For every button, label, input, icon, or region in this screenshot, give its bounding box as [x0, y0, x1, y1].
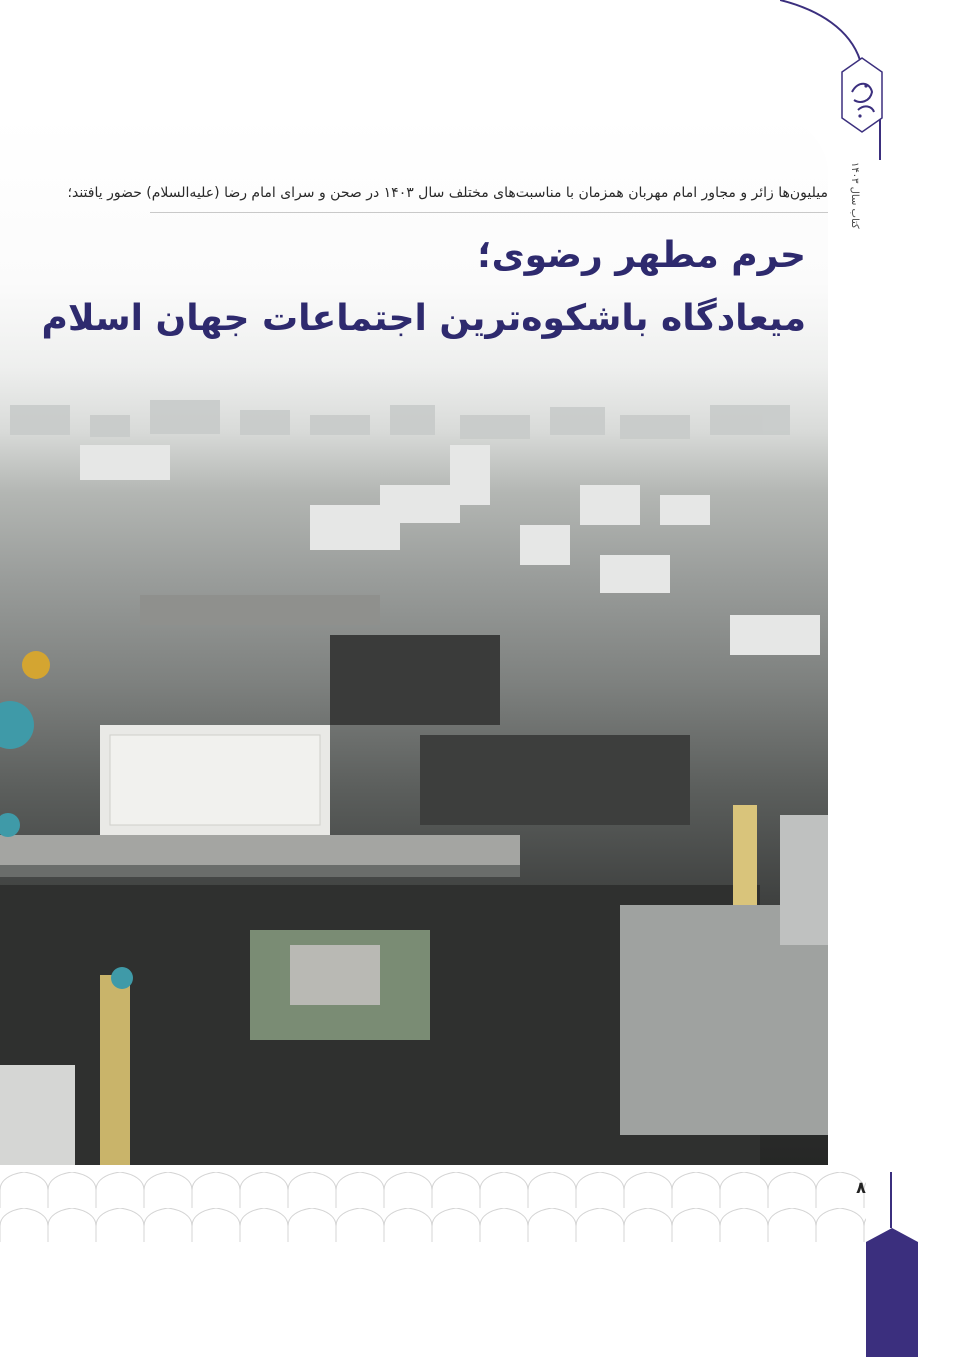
content-panel: [0, 115, 828, 1165]
subtitle-divider: [150, 212, 828, 213]
arch-pattern-icon: [0, 1172, 866, 1242]
page-title-line-2: میعادگاه باشکوه‌ترین اجتماعات جهان اسلام: [41, 298, 806, 339]
book-label: کتاب سال ۱۴۰۳: [849, 161, 860, 229]
side-line: [890, 1172, 892, 1228]
page-subtitle: میلیون‌ها زائر و مجاور امام مهربان همزمان با مناسبت‌های مختلف سال ۱۴۰۳ در صحن و سرای امام رضا (علیه‌السلام) حضور یافتند؛: [67, 185, 828, 201]
page-tab-icon: [866, 1228, 918, 1357]
page-title-line-1: حرم مطهر رضوی؛: [477, 235, 806, 276]
page-number: ۸: [856, 1178, 866, 1197]
